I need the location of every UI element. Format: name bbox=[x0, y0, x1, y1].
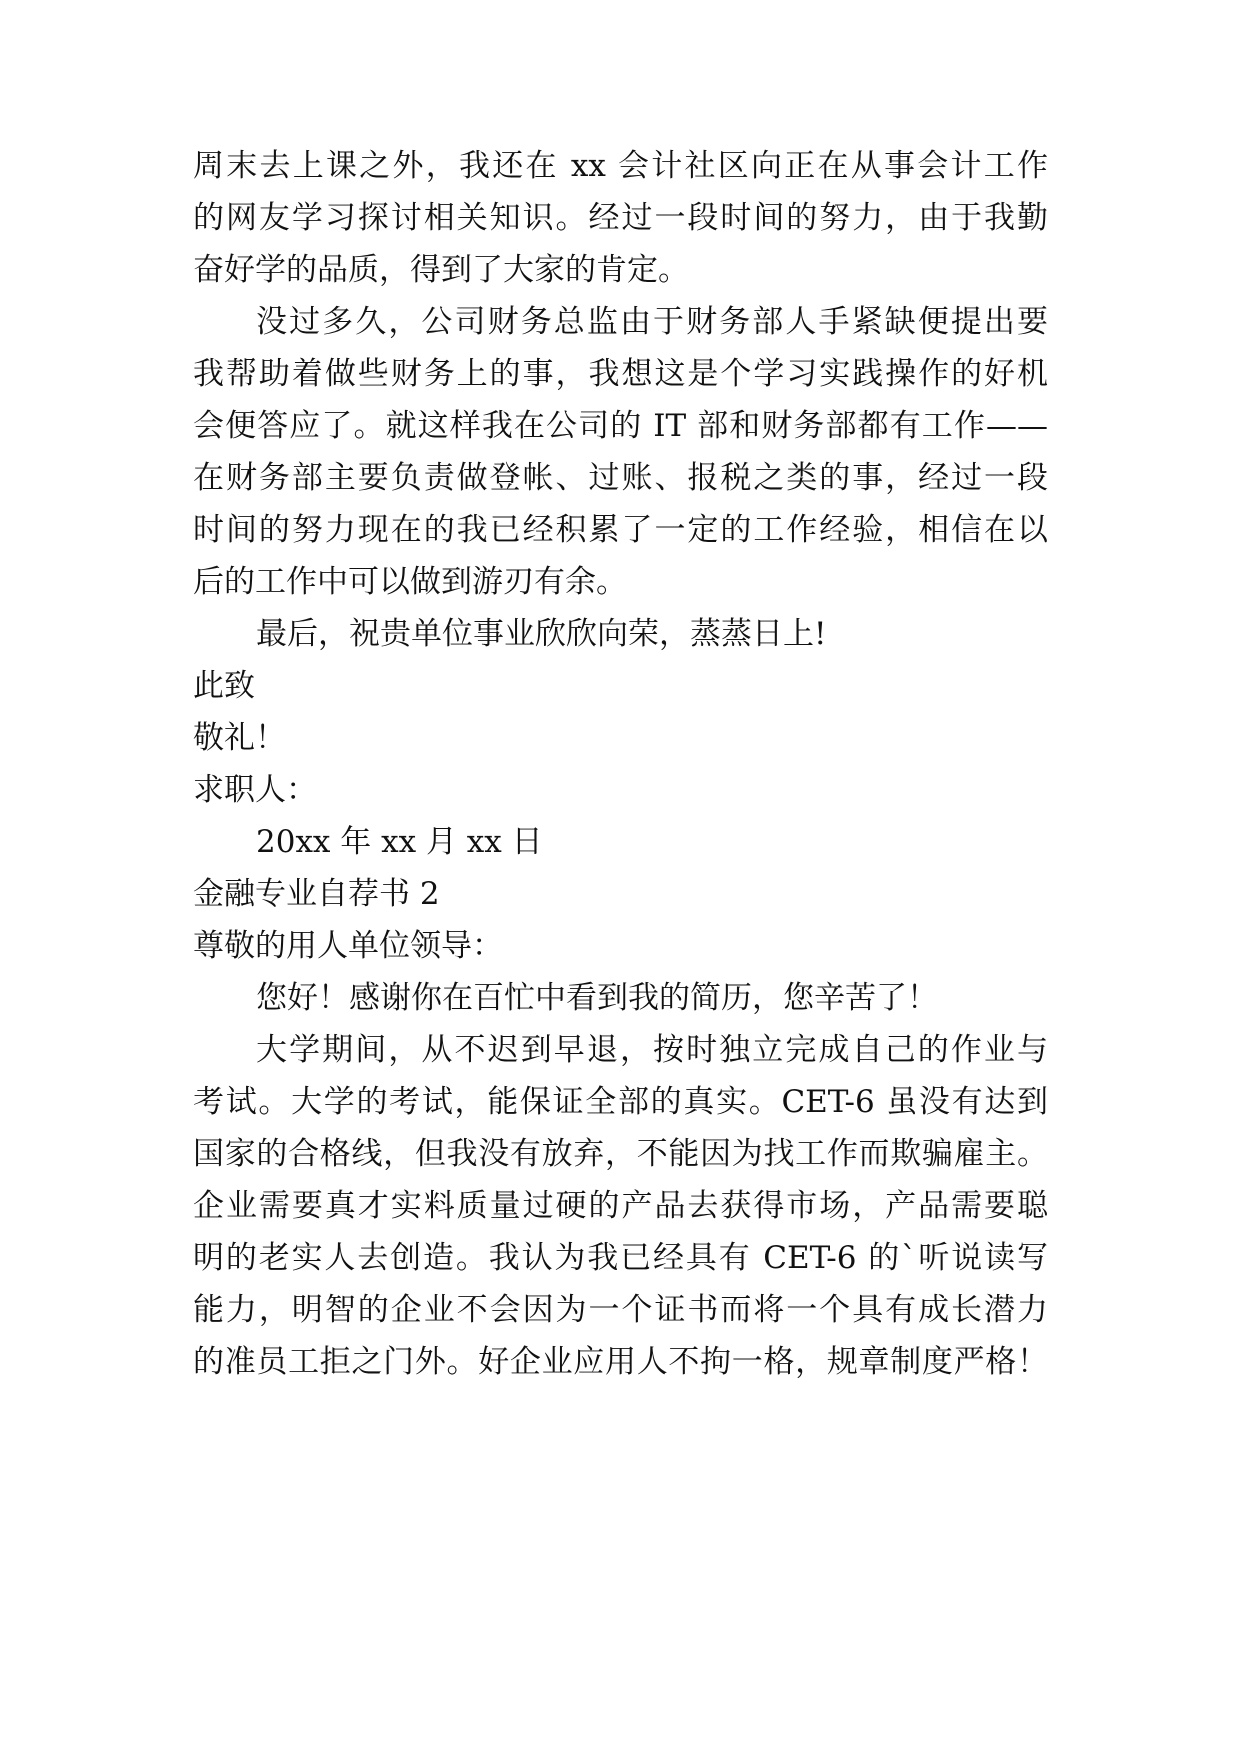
body-line: 企业需要真才实料质量过硬的产品去获得市场，产品需要聪 bbox=[193, 1188, 1048, 1224]
body-line: 时间的努力现在的我已经积累了一定的工作经验，相信在以 bbox=[193, 512, 1048, 548]
date-line: 20xx 年 xx 月 xx 日 bbox=[256, 824, 543, 860]
signature-label: 求职人： bbox=[193, 772, 317, 808]
body-line: 后的工作中可以做到游刃有余。 bbox=[193, 564, 627, 600]
body-line: 的准员工拒之门外。好企业应用人不拘一格，规章制度严格！ bbox=[193, 1344, 1048, 1380]
body-line: 能力，明智的企业不会因为一个证书而将一个具有成长潜力 bbox=[193, 1292, 1048, 1328]
salutation-line: 此致 bbox=[193, 668, 255, 704]
body-line: 的网友学习探讨相关知识。经过一段时间的努力，由于我勤 bbox=[193, 200, 1048, 236]
closing-wish-line: 最后，祝贵单位事业欣欣向荣，蒸蒸日上! bbox=[256, 616, 827, 652]
paragraph-start-line: 没过多久，公司财务总监由于财务部人手紧缺便提出要 bbox=[256, 304, 1048, 340]
body-line: 在财务部主要负责做登帐、过账、报税之类的事，经过一段 bbox=[193, 460, 1048, 496]
body-line: 明的老实人去创造。我认为我已经具有 CET-6 的`听说读写 bbox=[193, 1240, 1048, 1276]
body-line: 我帮助着做些财务上的事，我想这是个学习实践操作的好机 bbox=[193, 356, 1048, 392]
greeting-line: 尊敬的用人单位领导： bbox=[193, 928, 503, 964]
section-title: 金融专业自荐书 2 bbox=[193, 876, 440, 912]
body-line: 国家的合格线，但我没有放弃，不能因为找工作而欺骗雇主。 bbox=[193, 1136, 1048, 1172]
body-line: 考试。大学的考试，能保证全部的真实。CET-6 虽没有达到 bbox=[193, 1084, 1048, 1120]
body-line: 奋好学的品质，得到了大家的肯定。 bbox=[193, 252, 689, 288]
body-line: 周末去上课之外，我还在 xx 会计社区向正在从事会计工作 bbox=[193, 148, 1048, 184]
body-line: 会便答应了。就这样我在公司的 IT 部和财务部都有工作—— bbox=[193, 408, 1048, 444]
salutation-line: 敬礼！ bbox=[193, 720, 286, 756]
opening-line: 您好！感谢你在百忙中看到我的简历，您辛苦了！ bbox=[256, 980, 938, 1016]
paragraph-start-line: 大学期间，从不迟到早退，按时独立完成自己的作业与 bbox=[256, 1032, 1048, 1068]
